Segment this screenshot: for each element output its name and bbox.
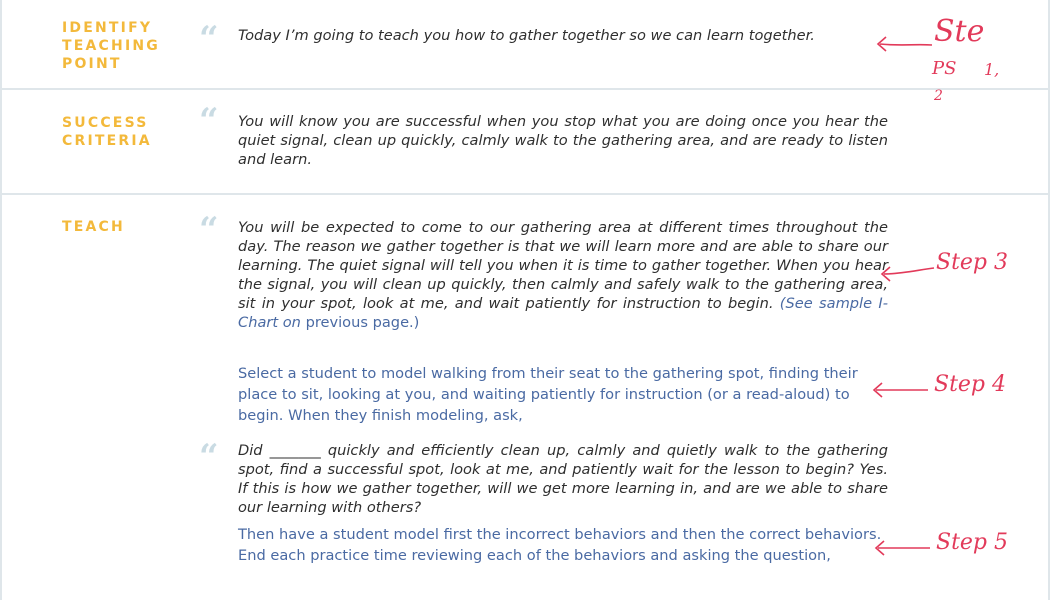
success-script: You will know you are successful when you stop what you are doing once you hear the quiet signal, clean up quickly, calmly walk to the gathering area, and are ready to listen and learn. — [238, 113, 888, 168]
teach-direction-1: Select a student to model walking from their seat to the gathering spot, finding their place to sit, looking at you, and waiting patiently for instruction (or a read-aloud) to begin. When they finish modeling, ask, — [238, 365, 858, 424]
quote-mark-icon: “ — [199, 19, 219, 59]
sample-i-chart-reference: (See sample I-Chart on — [238, 295, 888, 331]
teach-direction-2: Then have a student model first the incorrect behaviors and then the correct behaviors. End each practice time reviewing each of the behaviors and asking the question, — [238, 526, 882, 564]
handwritten-step-3-annotation — [880, 250, 1030, 290]
arrow-icon — [872, 536, 932, 556]
arrow-icon — [880, 260, 940, 280]
teach-label: TEACH — [62, 219, 125, 235]
handwritten-text: Step 5 — [936, 530, 1009, 555]
label-line: POINT — [62, 56, 122, 72]
handwritten-steps-1-2-annotation — [876, 14, 1026, 109]
quote-mark-icon: “ — [199, 210, 219, 250]
handwritten-text: Ste — [934, 14, 985, 49]
identify-script: Today I’m going to teach you how to gather together so we can learn together. — [238, 27, 815, 44]
arrow-icon — [870, 378, 930, 398]
handwritten-text: Step 4 — [934, 372, 1007, 397]
section-divider — [0, 193, 1050, 195]
handwritten-step-4-annotation — [870, 372, 1030, 412]
handwritten-text: 1, — [984, 60, 1000, 79]
label-line: IDENTIFY — [62, 20, 153, 36]
quote-mark-icon: “ — [199, 437, 219, 477]
label-line: CRITERIA — [62, 133, 152, 149]
label-line: TEACHING — [62, 38, 160, 54]
handwritten-text: 2 — [934, 88, 943, 104]
sample-i-chart-reference-cont: previous page.) — [305, 314, 420, 331]
teach-script-text: You will be expected to come to our gathering area at different times throughout the day. The reason we gather together is that we will learn more and are able to share our learning. The quiet signal will tell you when it is time to gather together. When you hear the signal, you will clean up quickly, then calmly and safely walk to the gathering area, sit in your spot, look at me, and wait patiently for instruction to begin. — [238, 219, 888, 312]
arrow-icon — [876, 32, 936, 52]
handwritten-step-5-annotation — [872, 530, 1032, 570]
identify-teaching-point-label — [62, 19, 160, 73]
handwritten-text: PS — [932, 58, 957, 79]
quote-mark-icon: “ — [199, 101, 219, 141]
teach-script-1 — [238, 218, 888, 332]
teach-script-2: Did _______ quickly and efficiently clean up, calmly and quietly walk to the gathering spot, find a successful spot, look at me, and patiently wait for the lesson to begin? Yes. If this is how we gather together, will we get more learning in, and are we able to share our learning with others? — [238, 442, 888, 516]
handwritten-text: Step 3 — [936, 250, 1009, 275]
label-line: SUCCESS — [62, 115, 149, 131]
success-criteria-label — [62, 114, 152, 150]
